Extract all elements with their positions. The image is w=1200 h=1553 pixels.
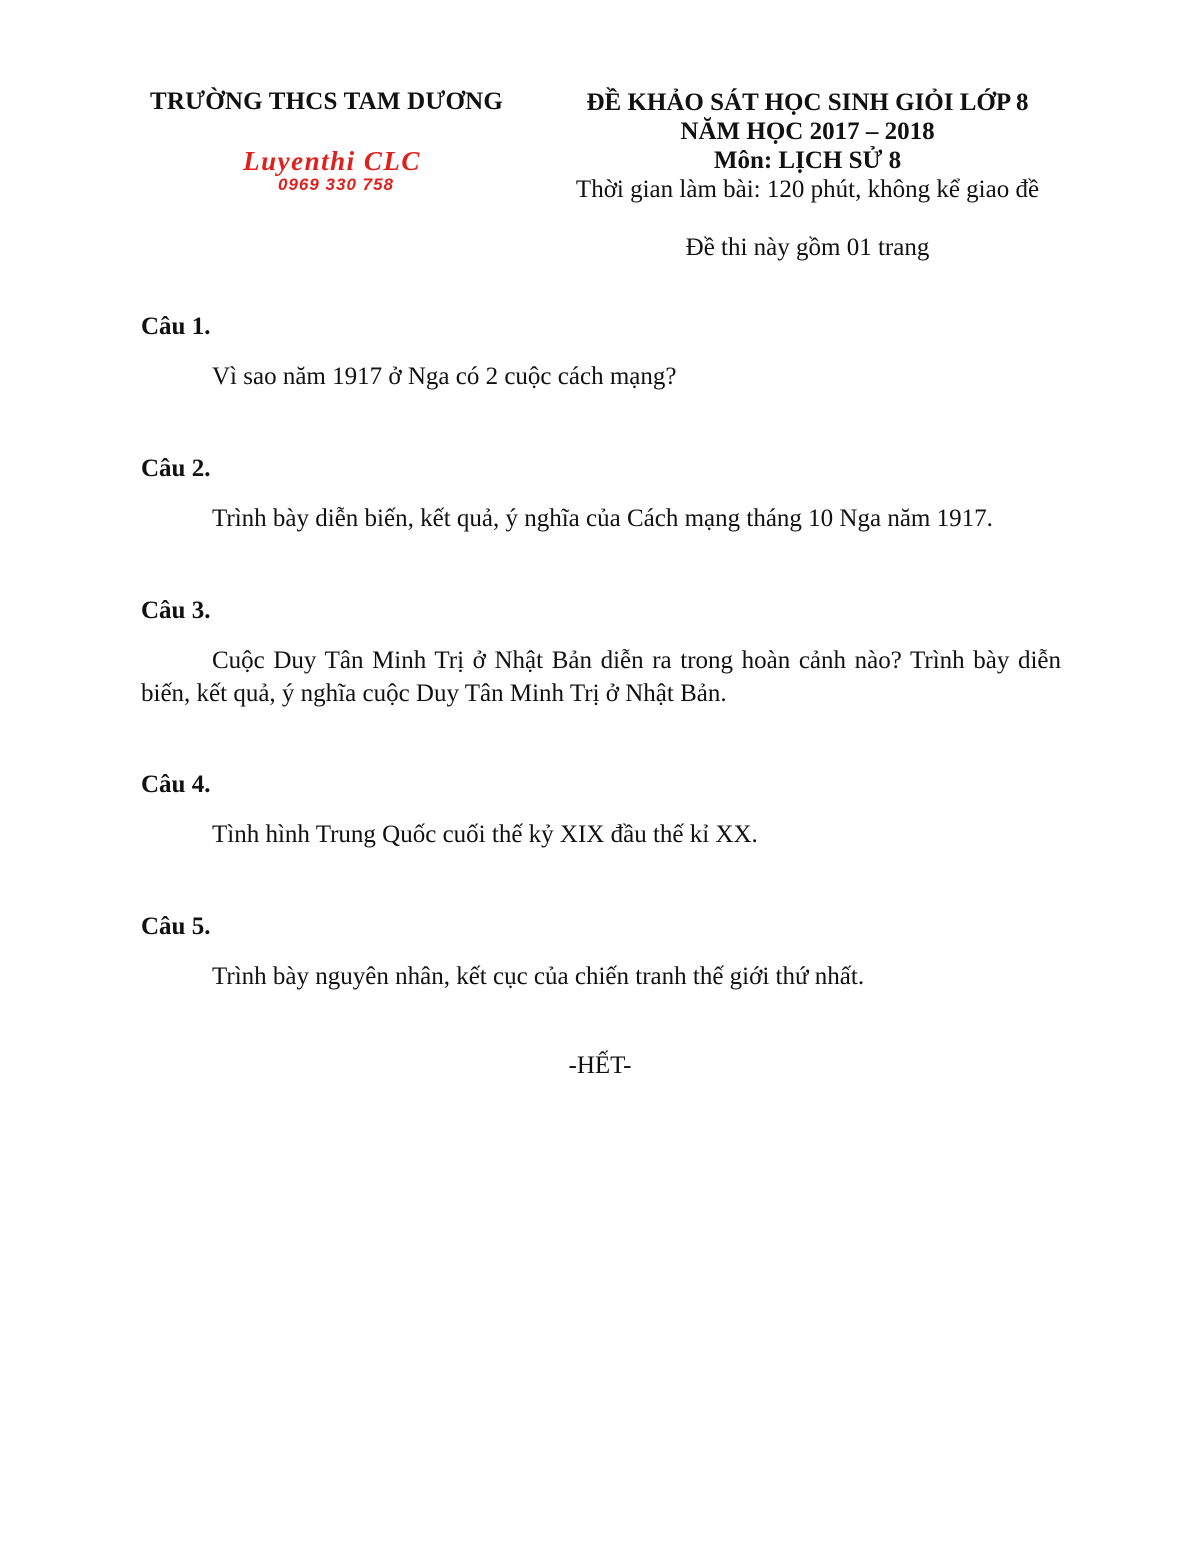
question-label: Câu 2. [141,455,211,482]
logo-name: Luyenthi CLC [243,146,421,176]
question-label: Câu 3. [141,597,211,624]
question-label: Câu 1. [141,313,211,340]
school-year: NĂM HỌC 2017 – 2018 [680,118,935,145]
question-1 [141,312,1061,393]
question-text: Trình bày nguyên nhân, kết cục của chiến tranh thế giới thứ nhất. [212,963,865,990]
pages-note: Đề thi này gồm 01 trang [685,234,930,261]
exam-time: Thời gian làm bài: 120 phút, không kể giao đề [575,176,1040,203]
question-text: Trình bày diễn biến, kết quả, ý nghĩa của Cách mạng tháng 10 Nga năm 1917. [212,505,993,532]
end-mark: -HẾT- [568,1052,632,1079]
school-name: TRƯỜNG THCS TAM DƯƠNG [150,88,504,115]
exam-header [540,88,1075,205]
question-text: Cuộc Duy Tân Minh Trị ở Nhật Bản diễn ra trong hoàn cảnh nào? Trình bày diễn biến, kết quả, ý nghĩa cuộc Duy Tân Minh Trị ở Nhật Bản. [141,647,1061,707]
question-5 [141,912,1061,993]
question-4 [141,770,1061,851]
logo-phone: 0969 330 758 [278,175,394,194]
luyenthi-logo [222,146,442,194]
question-label: Câu 4. [141,771,211,798]
subject: Môn: LỊCH SỬ 8 [713,147,902,174]
question-2 [141,454,1061,535]
question-label: Câu 5. [141,913,211,940]
question-3 [141,596,1061,710]
question-text: Tình hình Trung Quốc cuối thế kỷ XIX đầu thế kỉ XX. [212,821,758,848]
exam-title: ĐỀ KHẢO SÁT HỌC SINH GIỎI LỚP 8 [586,89,1029,116]
question-text: Vì sao năm 1917 ở Nga có 2 cuộc cách mạng? [212,363,677,390]
